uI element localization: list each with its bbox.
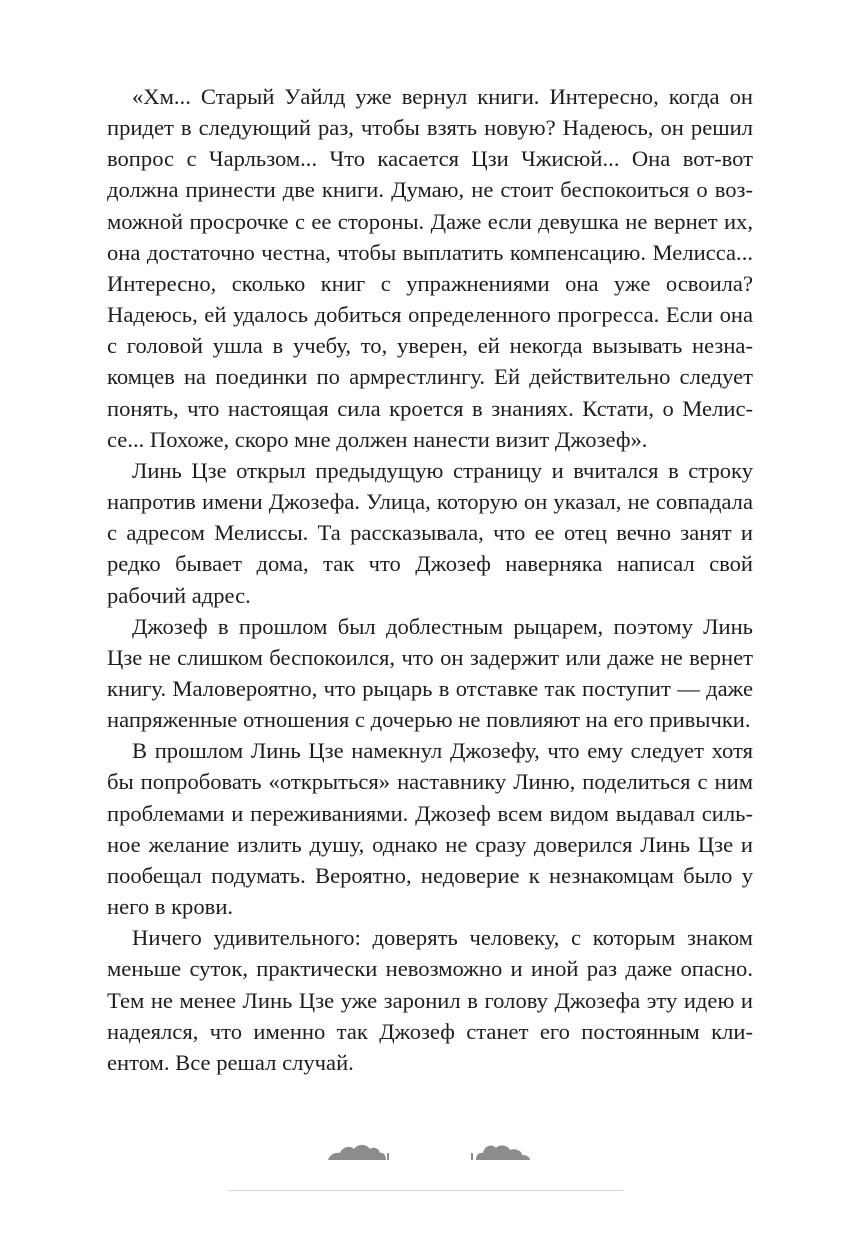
- paragraph-1: «Хм... Старый Уайлд уже вернул книги. Интересно, когда он придет в следующий раз, чтобы взять новую? Надеюсь, он решил вопрос с Чарльзом... Что касается Цзи Чжисюй... Она вот-вот должна принести две книги. Думаю, не стоит беспокоиться о возможной просрочке с ее стороны. Даже если девушка не вернет их, она достаточно честна, чтобы выплатить компенсацию. Мелисса... Интересно, сколько книг с упражнениями она уже освоила? Надеюсь, ей удалось добиться определенного прогресса. Если она с головой ушла в учебу, то, уверен, ей некогда вызывать незнакомцев на поединки по армрестлингу. Ей действительно следует понять, что настоящая сила кроется в знаниях. Кстати, о Мелиссе... Похоже, скоро мне должен нанести визит Джозеф».: [107, 84, 753, 452]
- body-text: [107, 81, 753, 1078]
- footer-rule: [227, 1190, 623, 1191]
- ornament-icon: [326, 1140, 532, 1164]
- decorative-ornament: [326, 1140, 532, 1164]
- paragraph-4: В прошлом Линь Цзе намекнул Джозефу, что ему следует хотя бы попробовать «открыться» наставнику Линю, поделиться с ним проблемами и переживаниями. Джозеф всем видом выдавал сильное желание излить душу, однако не сразу доверился Линь Цзе и пообещал подумать. Вероятно, недоверие к незнакомцам было у него в крови.: [107, 738, 753, 920]
- paragraph-3: Джозеф в прошлом был доблестным рыцарем, поэтому Линь Цзе не слишком беспокоился, что он задержит или даже не вернет книгу. Маловероятно, что рыцарь в отставке так поступит — даже напряженные отношения с дочерью не повлияют на его привычки.: [107, 613, 753, 733]
- paragraph-2: Линь Цзе открыл предыдущую страницу и вчитался в строку напротив имени Джозефа. Улица, которую он указал, не совпадала с адресом Мелиссы. Та рассказывала, что ее отец вечно занят и редко бывает дома, так что Джозеф наверняка написал свой рабочий адрес.: [107, 457, 753, 608]
- paragraph-5: Ничего удивительного: доверять человеку, с которым знаком меньше суток, практически невозможно и иной раз даже опасно. Тем не менее Линь Цзе уже заронил в голову Джозефа эту идею и надеялся, что именно так Джозеф станет его постоянным клиентом. Все решал случай.: [107, 925, 753, 1075]
